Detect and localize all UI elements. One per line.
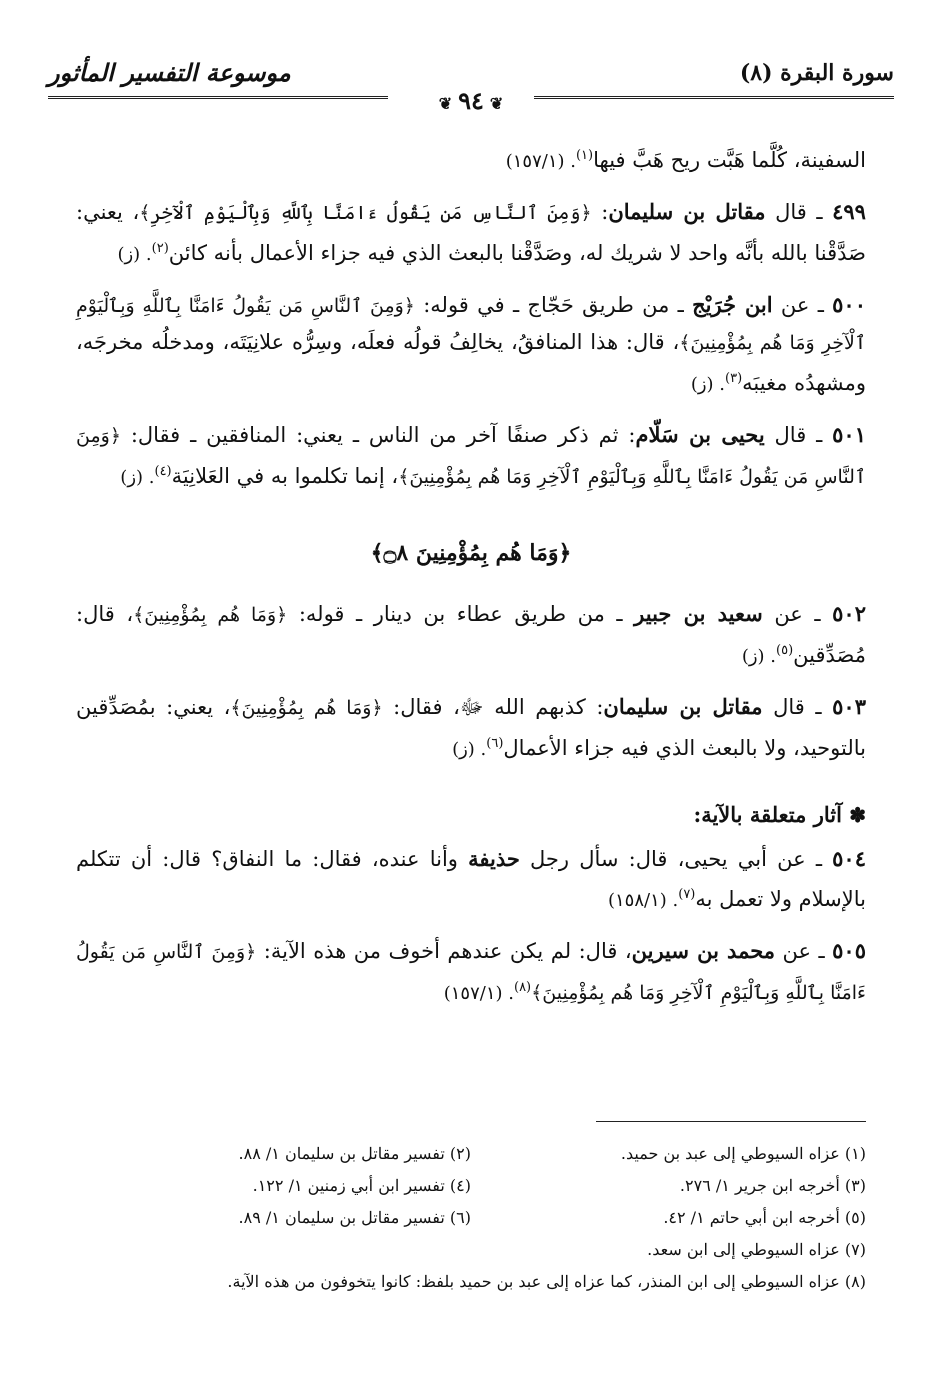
entry-504 <box>76 841 866 919</box>
entry-text: ، يعني: بمُصَدِّقين بالتوحيد، ولا بالبعث الذي فيه جزاء الأعمال <box>76 695 866 760</box>
footnote-row <box>76 1170 866 1202</box>
entry-501 <box>76 417 866 496</box>
entry-text: ، قال: لم يكن عندهم أخوف من هذه الآية: <box>256 939 632 963</box>
header-rule-right <box>534 96 894 99</box>
entry-reference: . (١٥٧/١) <box>505 151 576 172</box>
quran-quote: ﴿وَمِنَ ٱلنَّاسِ مَن يَقُولُ ءَامَنَّا بِٱللَّهِ وَبِٱلْيَوْمِ ٱلْآخِرِ وَمَا هُم بِمُؤْمِنِينَ﴾ <box>76 941 866 1004</box>
entry-number: ٤٩٩ <box>832 199 866 224</box>
entry-text: ، يعني: صَدَّقْنا بالله بأنَّه واحد لا شريك له، وصَدَّقْنا بالبعث الذي فيه جزاء الأعمال بأنه كائن <box>76 200 866 265</box>
entry-text: ـ من طريق عطاء بن دينار ـ قوله: <box>287 602 635 626</box>
entry-text: السفينة، كُلَّما هَبَّت ريح هَبَّ فيها <box>593 148 866 172</box>
entry-continuation <box>76 138 866 180</box>
footnote-marker: (٧) <box>678 887 696 902</box>
entry-text: ـ عن <box>762 602 833 626</box>
narrator-name: مقاتل بن سليمان <box>608 199 766 224</box>
narrator-name: مقاتل بن سليمان <box>603 694 763 719</box>
quran-quote: ﴿وَمِنَ ٱلنَّاسِ مَن يَقُولُ ءَامَنَّا بِٱللَّهِ وَبِٱلْيَوْمِ ٱلْآخِرِ وَمَا هُم بِمُؤْمِنِينَ﴾ <box>76 425 866 488</box>
footnote-4: (٤) تفسير ابن أبي زمنين ١/ ١٢٢. <box>252 1176 471 1195</box>
entry-505 <box>76 933 866 1012</box>
page-number <box>419 86 524 115</box>
footnote-marker: (٨) <box>513 980 532 995</box>
footnote-divider <box>596 1121 866 1122</box>
quran-quote: ﴿وَمِنَ ٱلنَّاسِ مَن يَقُولُ ءَامَنَّا بِٱللَّهِ وَبِٱلْيَوْمِ ٱلْآخِرِ وَمَا هُم بِمُؤْمِنِينَ﴾ <box>76 295 867 354</box>
footnotes <box>76 1138 866 1298</box>
narrator-name: محمد بن سيرين <box>631 938 776 963</box>
footnote-1: (١) عزاه السيوطي إلى عبد بن حميد. <box>620 1144 866 1163</box>
entry-reference: . (١٥٨/١) <box>607 890 679 911</box>
entry-text: : كذبهم الله ﷻ، فقال: <box>382 695 604 719</box>
entry-text: ، إنما تكلموا به في العَلانِيَة <box>171 464 399 488</box>
entry-text: ـ عن <box>775 939 833 963</box>
footnote-7: (٧) عزاه السيوطي إلى ابن سعد. <box>647 1240 866 1259</box>
entry-number: ٥٠٤ <box>832 846 866 871</box>
entry-reference: . (ز) <box>741 646 777 667</box>
ornament-icon: ❦ <box>438 94 453 113</box>
entry-text: ، قال: مُصَدِّقين <box>76 602 866 667</box>
footnote-2: (٢) تفسير مقاتل بن سليمان ١/ ٨٨. <box>238 1144 471 1163</box>
entry-text: : <box>591 200 609 224</box>
entry-number: ٥٠١ <box>832 422 866 447</box>
section-title: آثار متعلقة بالآية: <box>693 802 842 827</box>
header-rule-left <box>48 96 388 99</box>
quran-quote: ﴿وَمِنَ ٱلنَّاسِ مَن يَقُولُ ءَامَنَّا بِٱللَّهِ وَبِٱلْيَوْمِ ٱلْآخِرِ﴾ <box>139 202 592 224</box>
entry-number: ٥٠٥ <box>832 938 866 963</box>
entry-503 <box>76 689 866 768</box>
entry-text: ـ عن أبي يحيى، قال: سأل رجل <box>519 847 833 871</box>
entry-reference: . (ز) <box>117 244 152 265</box>
entry-reference: . (١٥٧/١) <box>443 983 514 1004</box>
footnote-3: (٣) أخرجه ابن جرير ١/ ٢٧٦. <box>679 1176 866 1195</box>
footnote-marker: (٤) <box>154 464 172 479</box>
footnote-marker: (٣) <box>725 371 743 386</box>
entry-text: ، قال: هذا المنافقُ، يخالِفُ قولُه فعلَه، وسِرُّه علانِيَتَه، ومدخلُه مخرجَه، ومشهدُه مغيبَه <box>76 330 866 395</box>
quran-quote: ﴿وَمَا هُم بِمُؤْمِنِينَ﴾ <box>133 604 288 626</box>
entry-reference: . (ز) <box>120 467 155 488</box>
book-title: موسوعة التفسير المأثور <box>48 58 291 87</box>
entry-499 <box>76 194 866 273</box>
narrator-name: ابن جُرَيْج <box>692 292 773 317</box>
footnote-5: (٥) أخرجه ابن أبي حاتم ١/ ٤٢. <box>663 1208 866 1227</box>
entry-number: ٥٠٣ <box>832 694 866 719</box>
entry-reference: . (ز) <box>452 739 487 760</box>
entry-500 <box>76 287 866 403</box>
surah-title: سورة البقرة (٨) <box>739 60 894 86</box>
entry-text: ـ قال <box>762 695 833 719</box>
verse-heading: ﴿وَمَا هُم بِمُؤْمِنِينَ ۝٨﴾ <box>370 540 572 566</box>
footnote-marker: (٥) <box>776 643 794 658</box>
page-header <box>48 52 894 115</box>
ornament-icon: ❦ <box>489 94 504 113</box>
quran-quote: ﴿وَمَا هُم بِمُؤْمِنِينَ﴾ <box>230 697 383 719</box>
narrator-name: سعيد بن جبير <box>634 601 763 626</box>
entry-502 <box>76 596 866 675</box>
narrator-name: يحيى بن سَلّام <box>635 422 765 447</box>
section-heading <box>76 802 866 827</box>
entry-number: ٥٠٠ <box>832 292 866 317</box>
footnote-marker: (٢) <box>151 241 169 256</box>
entry-text: ـ قال <box>764 423 833 447</box>
flower-icon: ✽ <box>849 803 866 827</box>
entry-text: ـ عن <box>772 293 833 317</box>
entry-number: ٥٠٢ <box>832 601 866 626</box>
narrator-name: حذيفة <box>468 846 520 871</box>
page-number-value: ٩٤ <box>458 86 484 115</box>
footnote-row <box>76 1138 866 1170</box>
footnote-6: (٦) تفسير مقاتل بن سليمان ١/ ٨٩. <box>238 1208 471 1227</box>
entry-reference: . (ز) <box>690 374 726 395</box>
page-body <box>76 138 866 1026</box>
footnote-row <box>76 1202 866 1234</box>
footnote-8: (٨) عزاه السيوطي إلى ابن المنذر، كما عزاه إلى عبد بن حميد بلفظ: كانوا يتخوفون من هذه الآية. <box>227 1272 866 1291</box>
entry-text: : ثم ذكر صنفًا آخر من الناس ـ يعني: المنافقين ـ فقال: <box>120 423 636 447</box>
entry-text: ـ من طريق حَجّاج ـ في قوله: <box>414 293 693 317</box>
entry-text: وأنا عنده، فقال: ما النفاق؟ قال: أن تتكلم بالإسلام ولا تعمل به <box>76 847 866 911</box>
entry-text: ـ قال <box>765 200 833 224</box>
footnote-marker: (١) <box>575 148 594 163</box>
footnote-marker: (٦) <box>486 736 504 751</box>
